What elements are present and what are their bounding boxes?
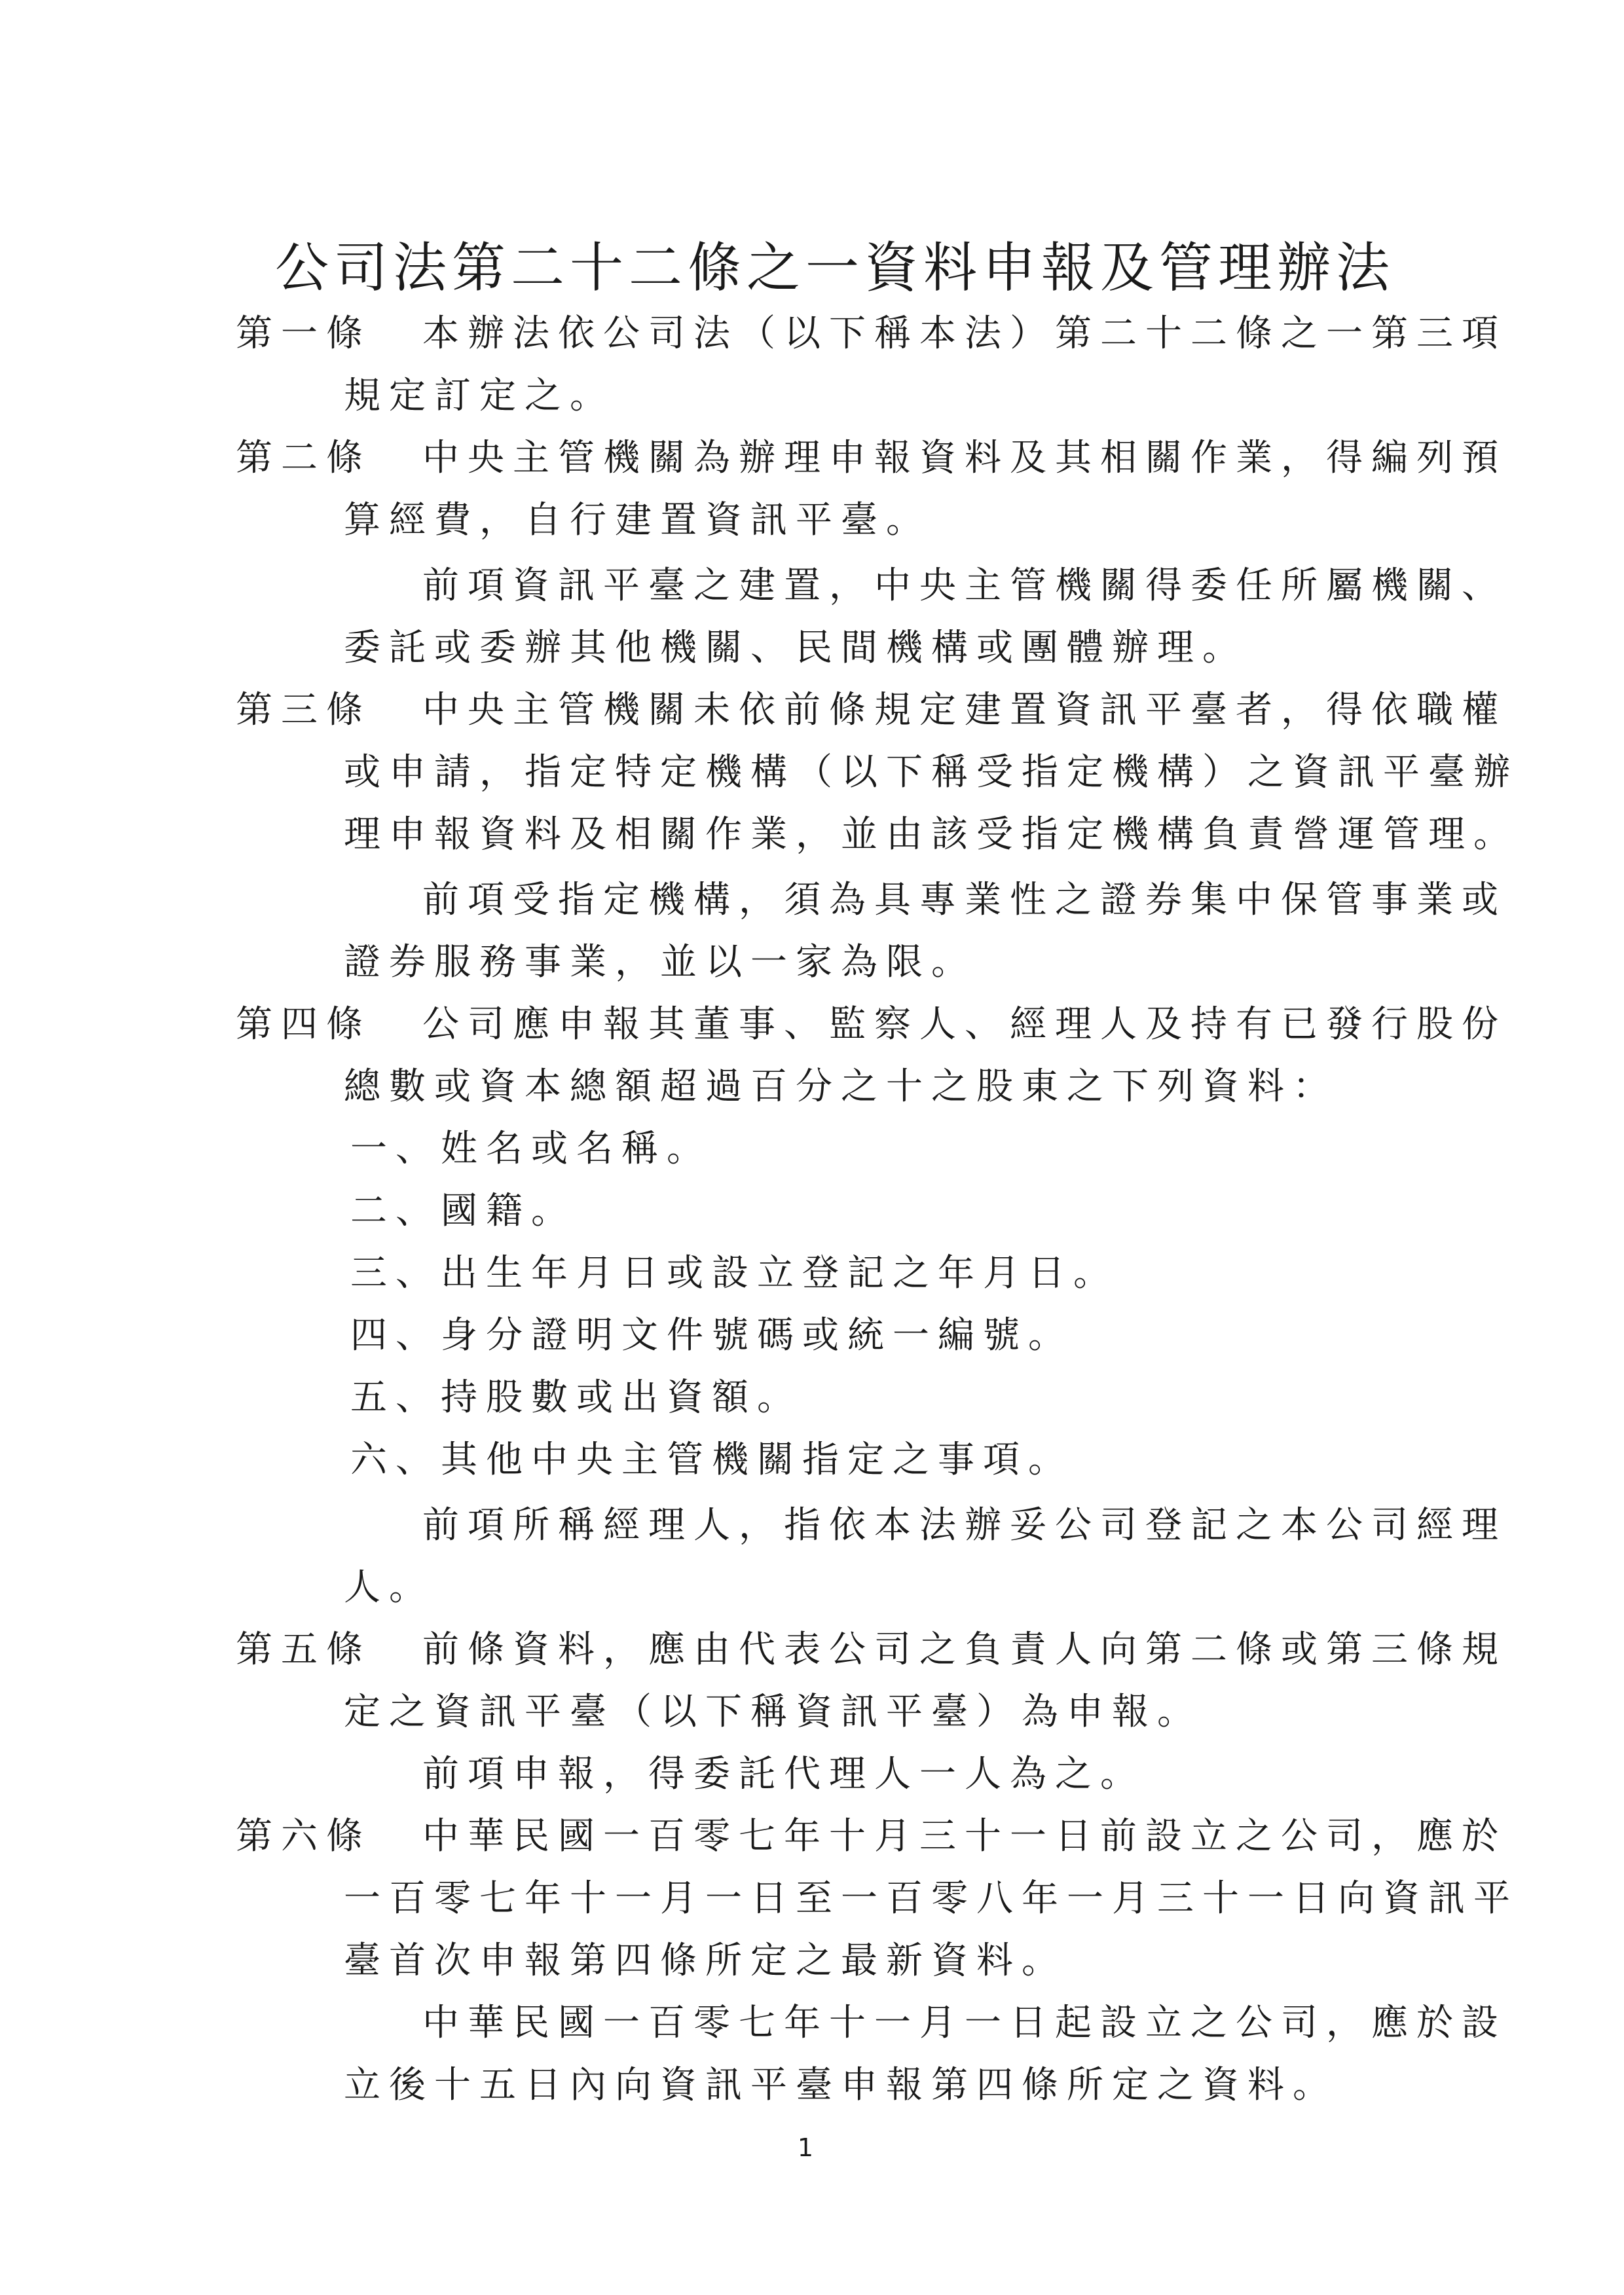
article-4-item: 六、其他中央主管機關指定之事項。 [350, 1439, 1073, 1481]
article-6-line: 一百零七年十一月一日至一百零八年一月三十一日向資訊平 [344, 1877, 1519, 1920]
article-4-item: 三、出生年月日或設立登記之年月日。 [350, 1252, 1118, 1294]
article-1-line: 本辦法依公司法（以下稱本法）第二十二條之一第三項 [422, 312, 1507, 355]
article-2-line: 前項資訊平臺之建置，中央主管機關得委任所屬機關、 [422, 564, 1507, 607]
article-3-line: 前項受指定機構，須為具專業性之證券集中保管事業或 [422, 879, 1507, 921]
article-2-line: 中央主管機關為辦理申報資料及其相關作業，得編列預 [422, 437, 1507, 479]
article-5-line: 定之資訊平臺（以下稱資訊平臺）為申報。 [344, 1691, 1202, 1733]
article-2-line: 委託或委辦其他機關、民間機構或團體辦理。 [344, 627, 1247, 669]
article-5-line: 前項申報，得委託代理人一人為之。 [422, 1753, 1145, 1795]
article-4-line: 公司應申報其董事、監察人、經理人及持有已發行股份 [422, 1003, 1507, 1046]
article-4-item: 一、姓名或名稱。 [350, 1128, 712, 1170]
article-6-line: 臺首次申報第四條所定之最新資料。 [344, 1939, 1067, 1982]
article-4-item: 二、國籍。 [350, 1190, 576, 1232]
article-2-label: 第二條 [236, 437, 371, 479]
article-5-line: 前條資料，應由代表公司之負責人向第二條或第三條規 [422, 1628, 1507, 1671]
article-5-label: 第五條 [236, 1628, 371, 1671]
article-4-item: 五、持股數或出資額。 [350, 1376, 802, 1419]
article-4-line: 人。 [344, 1566, 434, 1609]
article-3-line: 或申請，指定特定機構（以下稱受指定機構）之資訊平臺辦 [344, 751, 1519, 794]
article-4-label: 第四條 [236, 1003, 371, 1046]
article-6-label: 第六條 [236, 1815, 371, 1858]
article-1-line: 規定訂定之。 [344, 375, 615, 417]
article-4-line: 總數或資本總額超過百分之十之股東之下列資料： [344, 1065, 1338, 1108]
article-2-line: 算經費，自行建置資訊平臺。 [344, 499, 931, 542]
article-4-line: 前項所稱經理人，指依本法辦妥公司登記之本公司經理 [422, 1504, 1507, 1547]
article-6-line: 中華民國一百零七年十月三十一日前設立之公司，應於 [422, 1815, 1507, 1858]
article-3-line: 理申報資料及相關作業，並由該受指定機構負責營運管理。 [344, 813, 1519, 856]
article-4-item: 四、身分證明文件號碼或統一編號。 [350, 1314, 1073, 1357]
article-3-label: 第三條 [236, 689, 371, 731]
article-3-line: 證券服務事業，並以一家為限。 [344, 941, 976, 983]
document-title: 公司法第二十二條之一資料申報及管理辦法 [275, 237, 1395, 299]
article-3-line: 中央主管機關未依前條規定建置資訊平臺者，得依職權 [422, 689, 1507, 731]
page-number: 1 [797, 2133, 814, 2162]
article-6-line: 立後十五日內向資訊平臺申報第四條所定之資料。 [344, 2064, 1338, 2106]
article-6-line: 中華民國一百零七年十一月一日起設立之公司，應於設 [422, 2002, 1507, 2044]
article-1-label: 第一條 [236, 312, 371, 355]
